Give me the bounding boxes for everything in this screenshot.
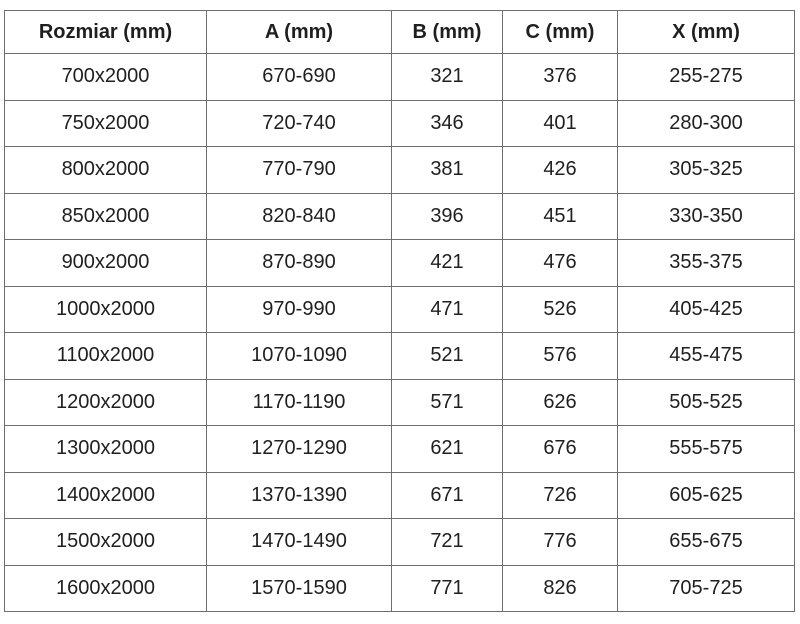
header-cell-b: B (mm): [392, 11, 503, 54]
table-cell: 346: [392, 100, 503, 147]
table-cell: 305-325: [618, 147, 795, 194]
table-cell: 676: [503, 426, 618, 473]
table-cell: 970-990: [207, 286, 392, 333]
table-cell: 381: [392, 147, 503, 194]
table-row: [5, 426, 795, 473]
table-header: [5, 11, 795, 54]
table-cell: 726: [503, 472, 618, 519]
table-cell: 1570-1590: [207, 565, 392, 612]
table-cell: 401: [503, 100, 618, 147]
table-cell: 850x2000: [5, 193, 207, 240]
table-cell: 1500x2000: [5, 519, 207, 566]
table-cell: 1370-1390: [207, 472, 392, 519]
table-cell: 1300x2000: [5, 426, 207, 473]
table-cell: 255-275: [618, 54, 795, 101]
table-cell: 1400x2000: [5, 472, 207, 519]
table-cell: 621: [392, 426, 503, 473]
table-cell: 455-475: [618, 333, 795, 380]
table-cell: 670-690: [207, 54, 392, 101]
table-cell: 1170-1190: [207, 379, 392, 426]
table-cell: 771: [392, 565, 503, 612]
header-cell-rozmiar: Rozmiar (mm): [5, 11, 207, 54]
table-cell: 900x2000: [5, 240, 207, 287]
table-row: [5, 565, 795, 612]
table-cell: 526: [503, 286, 618, 333]
table-cell: 1600x2000: [5, 565, 207, 612]
table-cell: 321: [392, 54, 503, 101]
table-cell: 1100x2000: [5, 333, 207, 380]
table-row: [5, 379, 795, 426]
table-cell: 1470-1490: [207, 519, 392, 566]
header-cell-c: C (mm): [503, 11, 618, 54]
table-body: [5, 54, 795, 612]
table-row: [5, 54, 795, 101]
table-cell: 571: [392, 379, 503, 426]
table-cell: 605-625: [618, 472, 795, 519]
table-cell: 505-525: [618, 379, 795, 426]
table-cell: 280-300: [618, 100, 795, 147]
table-cell: 655-675: [618, 519, 795, 566]
table-row: [5, 240, 795, 287]
table-cell: 405-425: [618, 286, 795, 333]
table-cell: 521: [392, 333, 503, 380]
table-cell: 576: [503, 333, 618, 380]
table-cell: 330-350: [618, 193, 795, 240]
table-row: [5, 193, 795, 240]
table-cell: 820-840: [207, 193, 392, 240]
table-cell: 396: [392, 193, 503, 240]
table-row: [5, 472, 795, 519]
table-row: [5, 333, 795, 380]
table-cell: 555-575: [618, 426, 795, 473]
header-cell-a: A (mm): [207, 11, 392, 54]
table-cell: 626: [503, 379, 618, 426]
table-row: [5, 286, 795, 333]
table-cell: 705-725: [618, 565, 795, 612]
table-cell: 750x2000: [5, 100, 207, 147]
table-row: [5, 519, 795, 566]
table-cell: 826: [503, 565, 618, 612]
table-cell: 376: [503, 54, 618, 101]
table-cell: 426: [503, 147, 618, 194]
table-cell: 1070-1090: [207, 333, 392, 380]
table-cell: 776: [503, 519, 618, 566]
header-row: [5, 11, 795, 54]
table-cell: 870-890: [207, 240, 392, 287]
table-cell: 800x2000: [5, 147, 207, 194]
table-cell: 471: [392, 286, 503, 333]
table-cell: 476: [503, 240, 618, 287]
table-cell: 1000x2000: [5, 286, 207, 333]
table-cell: 700x2000: [5, 54, 207, 101]
table-cell: 720-740: [207, 100, 392, 147]
table-cell: 451: [503, 193, 618, 240]
table-row: [5, 100, 795, 147]
table-cell: 1200x2000: [5, 379, 207, 426]
table-cell: 770-790: [207, 147, 392, 194]
table-cell: 1270-1290: [207, 426, 392, 473]
table-cell: 421: [392, 240, 503, 287]
table-cell: 671: [392, 472, 503, 519]
table-row: [5, 147, 795, 194]
header-cell-x: X (mm): [618, 11, 795, 54]
table-cell: 721: [392, 519, 503, 566]
size-table: [4, 10, 795, 612]
table-cell: 355-375: [618, 240, 795, 287]
